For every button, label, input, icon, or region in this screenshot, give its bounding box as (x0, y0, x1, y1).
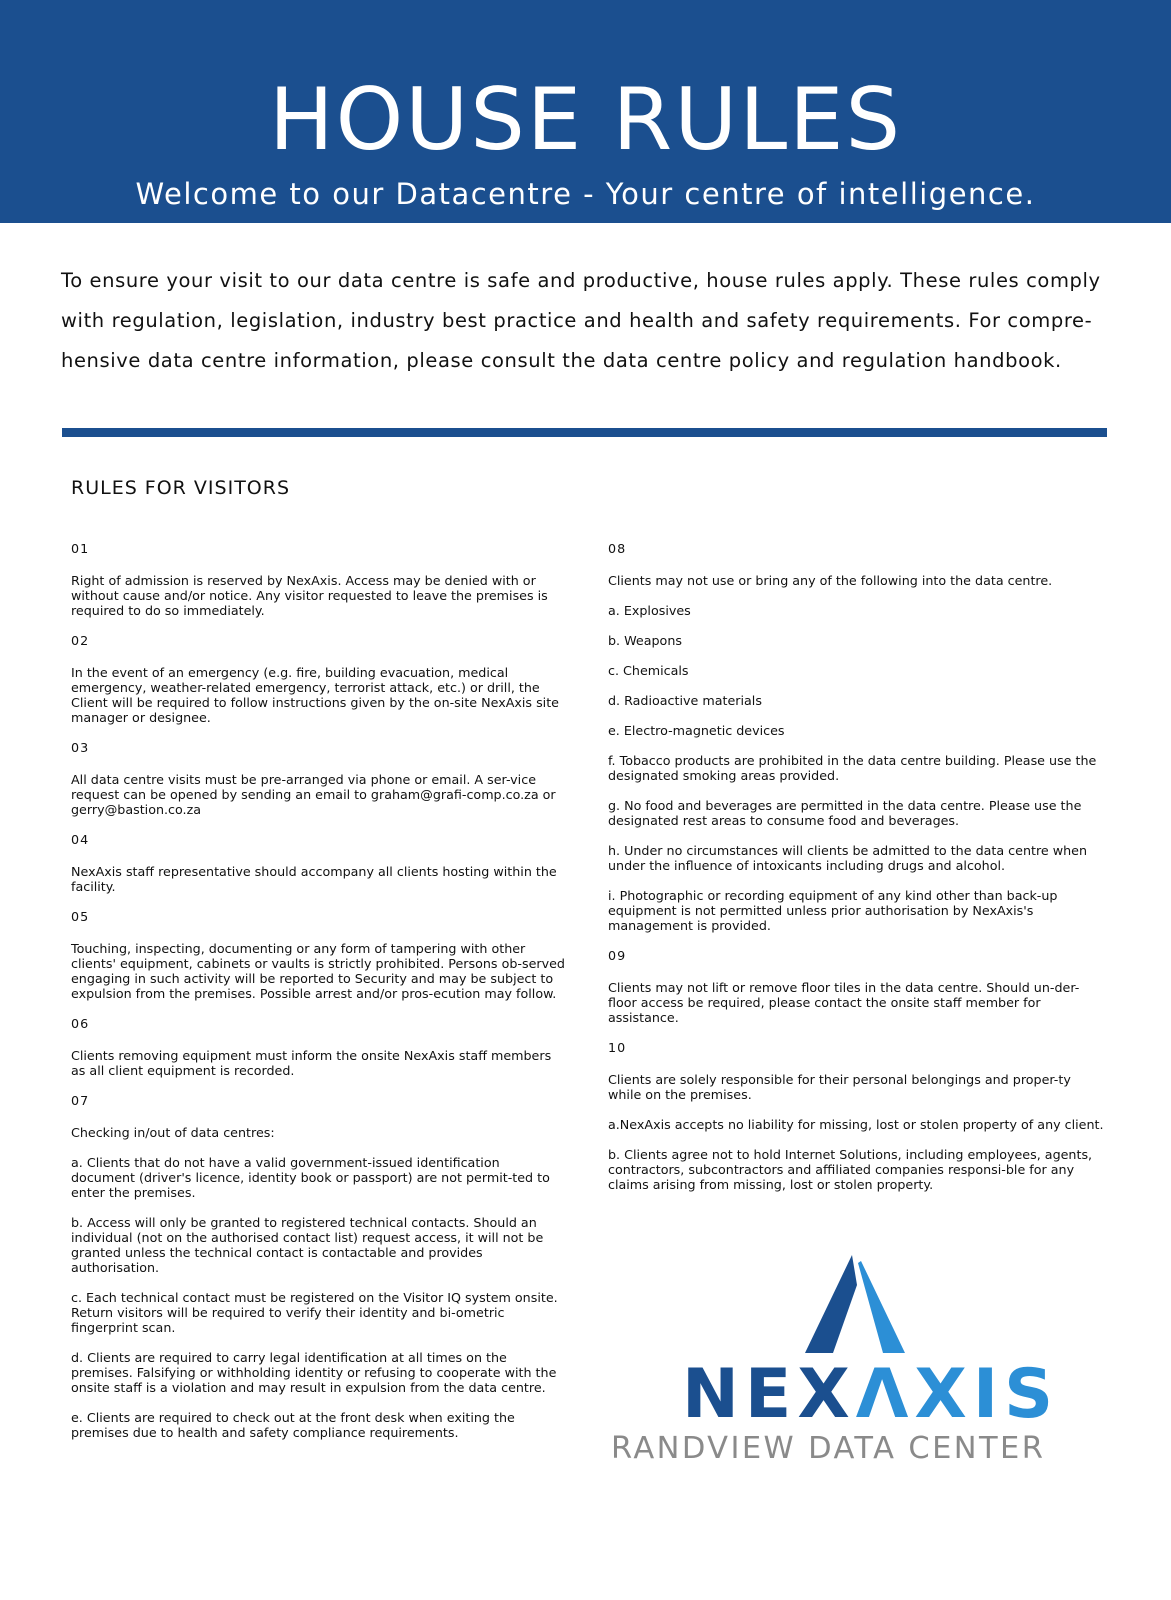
logo-word-part1: NEX (682, 1355, 856, 1434)
rule-text: Checking in/out of data centres: (71, 1125, 275, 1140)
logo-peak-icon (805, 1255, 905, 1353)
rule-text: i. Photographic or recording equipment of any kind other than back-up equipment is not permitted unless prior authorisation by NexAxis's management is provided. (608, 888, 1058, 933)
rules-column-right (608, 541, 1108, 1207)
rule-text: h. Under no circumstances will clients be admitted to the data centre when under the influence of intoxicants including drugs and alcohol. (608, 843, 1088, 873)
rule-number: 08 (608, 541, 627, 556)
intro-paragraph: To ensure your visit to our data centre is safe and productive, house rules apply. These rules comply with regulation, legislation, industry best practice and health and safety requirements. For compre-hensive data centre information, please consult the data centre policy and regulation handbook. (61, 269, 1101, 372)
rule-text: d. Clients are required to carry legal identification at all times on the premises. Falsifying or withholding identity or refusing to cooperate with the onsite staff is a violation and may result in expulsion from the data centre. (71, 1350, 557, 1395)
rule-text: b. Clients agree not to hold Internet Solutions, including employees, agents, contractors, subcontractors and affiliated companies responsi-ble for any claims arising from missing, lost or stolen property. (608, 1147, 1093, 1192)
nexaxis-logo (600, 1255, 1100, 1466)
rule-number: 05 (71, 909, 90, 924)
rule-number: 07 (71, 1093, 90, 1108)
rule-number: 10 (608, 1040, 627, 1055)
rule-text: All data centre visits must be pre-arranged via phone or email. A ser-vice request can be opened by sending an email to graham@grafi-comp.co.za or gerry@bastion.co.za (71, 772, 556, 817)
rule-text: b. Access will only be granted to registered technical contacts. Should an individual (not on the authorised contact list) request access, it will not be granted unless the technical contact is contactable and provides authorisation. (71, 1215, 544, 1275)
rule-text: In the event of an emergency (e.g. fire, building evacuation, medical emergency, weather-related emergency, terrorist attack, etc.) or drill, the Client will be required to follow instructions given by the on-site NexAxis site manager or designee. (71, 665, 559, 725)
rule-text: d. Radioactive materials (608, 693, 762, 708)
rule-text: g. No food and beverages are permitted in the data centre. Please use the designated rest areas to consume food and beverages. (608, 798, 1082, 828)
rule-text: c. Chemicals (608, 663, 689, 678)
rule-number: 02 (71, 633, 90, 648)
logo-word-part2: ΛXIS (855, 1355, 1060, 1434)
rule-number: 01 (71, 541, 90, 556)
logo-subtitle: RANDVIEW DATA CENTER (611, 1431, 1046, 1466)
page-title: HOUSE RULES (268, 70, 903, 170)
rule-text: a. Explosives (608, 603, 691, 618)
rule-text: a.NexAxis accepts no liability for missing, lost or stolen property of any client. (608, 1117, 1104, 1132)
rules-column-left (71, 541, 566, 1455)
rule-text: NexAxis staff representative should accompany all clients hosting within the facility. (71, 864, 557, 894)
rule-text: Touching, inspecting, documenting or any form of tampering with other clients' equipment, cabinets or vaults is strictly prohibited. Persons ob-served engaging in such activity will be reported to Security and may be subject to expulsion from the premises. Possible arrest and/or pros-ecution may follow. (71, 941, 565, 1001)
rule-text: Clients removing equipment must inform the onsite NexAxis staff members as all client equipment is recorded. (71, 1048, 552, 1078)
rule-text: a. Clients that do not have a valid government-issued identification document (driver's licence, identity book or passport) are not permit-ted to enter the premises. (71, 1155, 550, 1200)
section-heading: RULES FOR VISITORS (71, 477, 291, 499)
rule-text: f. Tobacco products are prohibited in the data centre building. Please use the designated smoking areas provided. (608, 753, 1097, 783)
rule-text: Clients may not use or bring any of the following into the data centre. (608, 573, 1053, 588)
header-banner (0, 0, 1171, 223)
page-subtitle: Welcome to our Datacentre - Your centre of intelligence. (135, 177, 1036, 211)
rule-text: Clients may not lift or remove floor tiles in the data centre. Should un-der-floor access be required, please contact the onsite staff member for assistance. (608, 980, 1080, 1025)
rule-number: 09 (608, 948, 627, 963)
rule-number: 04 (71, 832, 90, 847)
rule-text: e. Electro-magnetic devices (608, 723, 785, 738)
logo-wordmark (682, 1355, 1060, 1434)
rule-number: 06 (71, 1016, 90, 1031)
rule-text: b. Weapons (608, 633, 682, 648)
rule-text: c. Each technical contact must be registered on the Visitor IQ system onsite. Return visitors will be required to verify their identity and bi-ometric fingerprint scan. (71, 1290, 558, 1335)
rule-number: 03 (71, 740, 90, 755)
rule-text: e. Clients are required to check out at the front desk when exiting the premises due to health and safety compliance requirements. (71, 1410, 515, 1440)
rule-text: Right of admission is reserved by NexAxis. Access may be denied with or without cause and/or notice. Any visitor requested to leave the premises is required to do so immediately. (71, 573, 548, 618)
divider (62, 428, 1107, 437)
rule-text: Clients are solely responsible for their personal belongings and proper-ty while on the premises. (608, 1072, 1071, 1102)
